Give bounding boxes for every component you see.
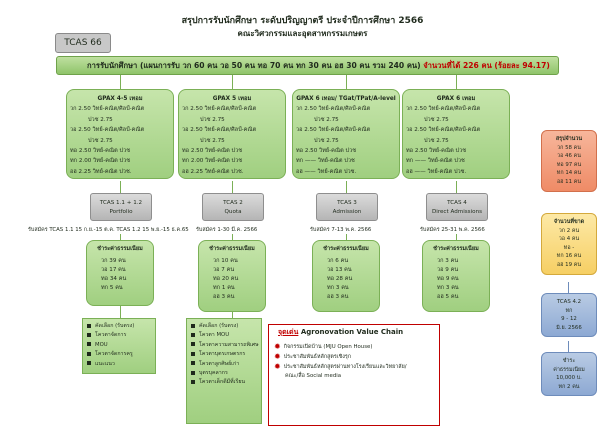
gpax-criteria-line: วอ 2.50 วิทย์-คณิต/ศิลป์-คณิต (182, 127, 257, 134)
gpax-criteria-line: ปวช 2.75 (88, 116, 113, 123)
fee-title: ชำระค่าธรรมเนียม (323, 246, 369, 252)
banner-text: การรับนักศึกษา (แผนการรับ วก 60 คน วอ 50 คน ทอ 70 คน ทก 30 คน อฮ 30 คน รวม 240 คน) (87, 61, 421, 70)
criteria-item (87, 360, 151, 369)
fee-title: ชำระค่าธรรมเนียม (97, 246, 143, 252)
criteria-box-round-2 (186, 318, 262, 424)
gpax-title: GPAX 6 เทอม (436, 96, 476, 102)
square-bullet-icon (191, 324, 195, 328)
side-row: วอ 46 คน (557, 153, 581, 160)
gpax-criteria-line: ทอ 2.50 วิทย์-คณิต ปวช (406, 148, 467, 155)
highlight-item (274, 342, 434, 352)
criteria-item-label: โควตา MOU (199, 332, 230, 339)
highlight-item-label: กิจกรรมเปิดบ้าน (MJU Open House) (283, 344, 373, 350)
connector-line (346, 181, 347, 193)
fee-count-row: อฮ 3 คน (327, 294, 349, 300)
agronovation-title (274, 328, 434, 337)
receive-period: รับสมัคร 7-13 พ.ค. 2566 (310, 227, 372, 233)
highlight-item (274, 352, 434, 362)
square-bullet-icon (87, 342, 91, 346)
page-subtitle: คณะวิศวกรรมและอุตสาหกรรมเกษตร (237, 29, 368, 38)
side-row: อฮ 19 คน (556, 261, 582, 268)
tcas-box-round-2 (202, 193, 264, 221)
highlight-item (274, 362, 434, 372)
shortfall-box (541, 213, 597, 275)
gpax-title: GPAX 4-5 เทอม (97, 96, 143, 102)
fee-count-row: อฮ 5 คน (437, 294, 459, 300)
side-row: 10,000 บ. (556, 375, 582, 382)
shortfall-title: จำนวนที่ขาด (553, 219, 585, 225)
connector-line (232, 75, 233, 89)
fee-count-row: วอ 17 คน (101, 267, 126, 273)
criteria-item (87, 322, 151, 331)
side-row: วก 2 คน (558, 227, 580, 234)
banner-result: จำนวนที่ได้ 226 คน (ร้อยละ 94.17) (423, 61, 550, 70)
side-row: ค่าธรรมเนียม (553, 366, 585, 373)
highlight-item-label: ประชาสัมพันธ์หลักสูตรเชิงรุก (283, 354, 352, 360)
connector-line (120, 75, 121, 89)
square-bullet-icon (191, 342, 195, 346)
fee-count-row: ทก 3 คน (327, 285, 349, 291)
connector-line (346, 75, 347, 89)
side-row: ทก 16 คน (556, 253, 582, 260)
fee-count-row: ทก 1 คน (213, 285, 235, 291)
side-row: อฮ 11 คน (556, 178, 582, 185)
gpax-criteria-line: ทอ 2.50 วิทย์-คณิต ปวช (296, 148, 357, 155)
admission-banner (56, 56, 559, 75)
side-row: ทอ - (563, 244, 575, 251)
gpax-box-round-4 (402, 89, 510, 179)
side-row: ชำระ (562, 358, 576, 364)
criteria-item-label: โควตาจัดการ (95, 332, 127, 339)
gpax-criteria-line: อฮ —— วิทย์-คณิต ปวช. (406, 168, 467, 175)
gpax-criteria-line: ทอ 2.50 วิทย์-คณิต ปวช (70, 148, 131, 155)
fee-count-row: อฮ 3 คน (213, 294, 235, 300)
payment-box (541, 352, 597, 396)
summary-title: สรุปจำนวน (555, 136, 583, 142)
criteria-item-label: โควตาบุตรเกษตรกร (199, 351, 246, 358)
criteria-item (191, 341, 257, 350)
gpax-criteria-line: วก 2.50 วิทย์-คณิต/ศิลป์-คณิต (182, 106, 257, 113)
connector-line (568, 341, 569, 352)
criteria-item (191, 350, 257, 359)
summary-box (541, 130, 597, 192)
fee-count-row: วก 39 คน (101, 258, 126, 264)
square-bullet-icon (87, 352, 91, 356)
criteria-item (191, 378, 257, 387)
criteria-item (87, 331, 151, 340)
fee-count-row: วก 6 คน (327, 258, 349, 264)
fee-count-row: วก 3 คน (437, 258, 459, 264)
criteria-item-label: MOU (95, 341, 108, 348)
side-row: ทก 14 คน (556, 170, 582, 177)
tcas-type: Quota (224, 209, 242, 215)
page-title: สรุปการรับนักศึกษา ระดับปริญญาตรี ประจำปีการศึกษา 2566 (181, 16, 424, 26)
square-bullet-icon (87, 333, 91, 337)
fee-count-row: วอ 7 คน (213, 267, 235, 273)
square-bullet-icon (191, 352, 195, 356)
criteria-item-label: โควตาลูกศิษย์เก่า (199, 360, 240, 367)
criteria-item-label: คัดเลือก (รับตรง) (95, 323, 135, 329)
gpax-box-round-2 (178, 89, 286, 179)
gpax-title: GPAX 5 เทอม (212, 96, 252, 102)
connector-line (456, 181, 457, 193)
gpax-criteria-line: วอ 2.50 วิทย์-คณิต/ศิลป์-คณิต (406, 127, 481, 134)
gpax-criteria-line: ทก —— วิทย์-คณิต ปวช (406, 158, 465, 165)
gpax-criteria-line: อฮ 2.25 วิทย์-คณิต ปวช. (182, 168, 244, 175)
starburst-icon: ✹ (274, 342, 281, 351)
criteria-item-label: โควตาจัดการครู (95, 351, 133, 358)
fee-count-row: ทก 3 คน (437, 285, 459, 291)
criteria-item (191, 331, 257, 340)
gpax-criteria-line: วก 2.50 วิทย์-คณิต/ศิลป์-คณิต (406, 106, 481, 113)
connector-line (232, 181, 233, 193)
gpax-criteria-line: วก 2.50 วิทย์-คณิต/ศิลป์-คณิต (70, 106, 145, 113)
agronovation-title-text: Agronovation Value Chain (300, 328, 404, 336)
criteria-item-label: โควตาเด็กดีมีที่เรียน (199, 379, 246, 386)
gpax-title: GPAX 6 เทอม/ TGat/TPat/A-level (296, 96, 396, 102)
square-bullet-icon (87, 361, 91, 365)
criteria-item-label: แนะแนว (95, 360, 115, 367)
side-row: วก 58 คน (557, 144, 581, 151)
gpax-criteria-line: ปวช 2.75 (200, 137, 225, 144)
fee-box-round-4 (422, 240, 490, 312)
gpax-criteria-line: ปวช 2.75 (424, 116, 449, 123)
connector-line (120, 181, 121, 193)
gpax-criteria-line: ปวช 2.75 (88, 137, 113, 144)
gpax-criteria-line: อฮ —— วิทย์-คณิต ปวช. (296, 168, 357, 175)
side-row: วอ 4 คน (558, 236, 580, 243)
gpax-box-round-1 (66, 89, 174, 179)
tcas42-box (541, 293, 597, 337)
square-bullet-icon (191, 361, 195, 365)
fee-box-round-3 (312, 240, 380, 312)
starburst-icon: ✹ (274, 362, 281, 371)
gpax-box-round-3 (292, 89, 400, 179)
side-row: ทอ 97 คน (556, 161, 582, 168)
criteria-item-label: บุตรบุคลากร (199, 370, 228, 377)
tcas-name: TCAS 3 (337, 200, 357, 206)
fee-count-row: วก 10 คน (213, 258, 238, 264)
side-row: มิ.ย. 2566 (556, 324, 582, 331)
gpax-criteria-line: วก 2.50 วิทย์-คณิต/ศิลป์-คณิต (296, 106, 371, 113)
fee-count-row: ทอ 34 คน (101, 276, 127, 282)
tcas-name: TCAS 2 (223, 200, 243, 206)
highlight-item-label: คณะ/สื่อ Social media (285, 373, 342, 379)
criteria-item (191, 369, 257, 378)
receive-period: รับสมัคร TCAS 1.1 15 ก.ย.-15 ต.ค. TCAS 1.2 15 พ.ย.-15 ธ.ค.65 (28, 227, 189, 233)
gpax-criteria-line: ทก 2.00 วิทย์-คณิต ปวช (182, 158, 243, 165)
tcas-name: TCAS 1.1 + 1.2 (99, 200, 143, 206)
fee-box-round-1 (86, 240, 154, 306)
gpax-criteria-line: ทก —— วิทย์-คณิต ปวช (296, 158, 355, 165)
agronovation-box (268, 324, 440, 426)
tcas-type: Direct Admissions (431, 209, 483, 215)
side-row: 9 - 12 (561, 316, 577, 323)
criteria-item (191, 322, 257, 331)
criteria-item (87, 341, 151, 350)
highlight-item-label: ประชาสัมพันธ์หลักสูตรผ่านทางโรงเรียนและวิทยาลัย/ (283, 364, 407, 370)
connector-line (456, 75, 457, 89)
criteria-item-label: คัดเลือก (รับตรง) (199, 323, 239, 329)
gpax-criteria-line: ปวช 2.75 (424, 137, 449, 144)
square-bullet-icon (87, 324, 91, 328)
gpax-criteria-line: ทก 2.00 วิทย์-คณิต ปวช (70, 158, 131, 165)
side-row: TCAS 4.2 (556, 299, 582, 305)
tcas-box-round-3 (316, 193, 378, 221)
fee-title: ชำระค่าธรรมเนียม (433, 246, 479, 252)
starburst-icon: ✹ (274, 352, 281, 361)
agronovation-title-prefix: จุดเด่น (278, 328, 299, 336)
square-bullet-icon (191, 380, 195, 384)
square-bullet-icon (191, 333, 195, 337)
connector-line (568, 282, 569, 293)
tcas-box-round-1 (90, 193, 152, 221)
receive-period: รับสมัคร 1-30 มี.ค. 2566 (196, 227, 258, 233)
criteria-item (87, 350, 151, 359)
fee-count-row: ทก 5 คน (101, 285, 123, 291)
tcas-type: Portfolio (109, 209, 133, 215)
gpax-criteria-line: วอ 2.50 วิทย์-คณิต/ศิลป์-คณิต (70, 127, 145, 134)
tcas-type: Admission (332, 209, 362, 215)
fee-count-row: ทอ 28 คน (327, 276, 353, 282)
fee-count-row: ทอ 9 คน (437, 276, 459, 282)
gpax-criteria-line: ปวช 2.75 (314, 137, 339, 144)
criteria-box-round-1 (82, 318, 156, 374)
gpax-criteria-line: วอ 2.50 วิทย์-คณิต/ศิลป์-คณิต (296, 127, 371, 134)
fee-count-row: ทอ 20 คน (213, 276, 239, 282)
criteria-item-label: โควตาความสามารถพิเศษ (199, 341, 259, 348)
receive-period: รับสมัคร 25-31 พ.ค. 2566 (420, 227, 485, 233)
fee-title: ชำระค่าธรรมเนียม (209, 246, 255, 252)
criteria-item (191, 360, 257, 369)
gpax-criteria-line: ปวช 2.75 (314, 116, 339, 123)
tcas-name: TCAS 4 (447, 200, 467, 206)
side-row: ทก (565, 307, 573, 314)
connector-line (120, 306, 121, 318)
tcas66-label: TCAS 66 (55, 33, 111, 53)
gpax-criteria-line: ปวช 2.75 (200, 116, 225, 123)
square-bullet-icon (191, 371, 195, 375)
fee-count-row: วอ 9 คน (437, 267, 459, 273)
highlight-item (274, 372, 434, 381)
side-row: ทก 2 คน (558, 383, 580, 390)
gpax-criteria-line: ทอ 2.50 วิทย์-คณิต ปวช (182, 148, 243, 155)
fee-count-row: วอ 13 คน (327, 267, 352, 273)
fee-box-round-2 (198, 240, 266, 312)
tcas-box-round-4 (426, 193, 488, 221)
gpax-criteria-line: อฮ 2.25 วิทย์-คณิต ปวช. (70, 168, 132, 175)
